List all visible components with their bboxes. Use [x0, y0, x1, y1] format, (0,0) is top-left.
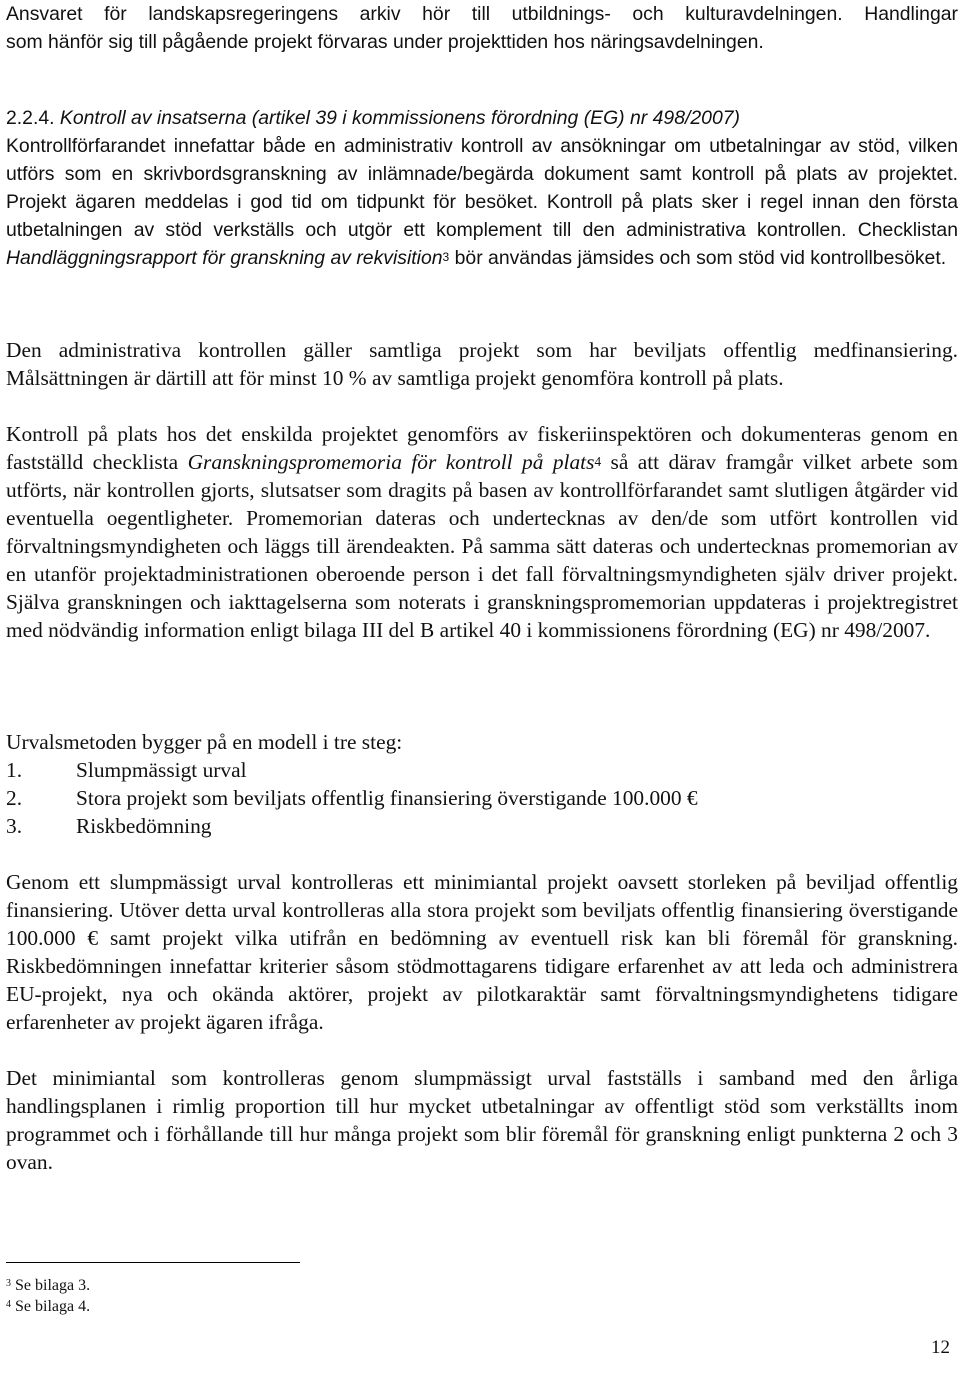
list-item [6, 784, 958, 812]
para1-text-a: Kontrollförfarandet innefattar både en administrativ kontroll av ansökningar om utbetalningar av stöd, vilken utförs som en skrivbordsgranskning av inlämnade/begärda dokument samt kontroll på plats av projektet. Projekt ägaren meddelas i god tid om tidpunkt för besöket. Kontroll på plats sker i regel innan den första utbetalningen av stöd verkställs och utgör ett komplement till den administrativa kontrollen. Checklistan [6, 135, 958, 241]
para1-italic: Handläggningsrapport för granskning av rekvisition [6, 247, 443, 269]
footnote-text: Se bilaga 4. [15, 1298, 91, 1315]
section-title: Kontroll av insatserna (artikel 39 i kommissionens förordning (EG) nr 498/2007) [59, 107, 740, 129]
footnote-ref-3: 3 [442, 250, 450, 264]
list-item-number: 1. [6, 758, 23, 782]
intro-line-2: som hänför sig till pågående projekt förvaras under projekttiden hos näringsavdelningen. [6, 31, 764, 53]
footnote-number: 3 [6, 1277, 11, 1289]
section-heading [6, 104, 958, 132]
list-item [6, 756, 958, 784]
intro-line-1: Ansvaret för landskapsregeringens arkiv hör till utbildnings- och kulturavdelningen. Handlingar [6, 3, 958, 25]
paragraph-5 [6, 1064, 958, 1176]
list-item-text: Riskbedömning [76, 814, 212, 838]
method-list [6, 728, 958, 840]
footnote-divider [6, 1262, 300, 1263]
list-item-text: Slumpmässigt urval [76, 758, 247, 782]
paragraph-2 [6, 336, 958, 392]
list-item [6, 812, 958, 840]
footnote [6, 1276, 90, 1296]
para3-text-b: så att därav framgår vilket arbete som utförts, när kontrollen gjorts, slutsatser som dragits på basen av kontrollförfarandet samt slutligen åtgärder vid eventuella oegentligheter. Promemorian dateras och undertecknas av den/de som utfört kontrollen vid förvaltningsmyndigheten och läggs till ärendeakten. På samma sätt dateras och undertecknas promemorian av en utanför projektadministrationen oberoende person i det fall förvaltningsmyndigheten själv driver projekt. Själva granskningen och iakttagelserna som noterats i granskningspromemorian uppdateras i projektregistret med nödvändig information enligt bilaga III del B artikel 40 i kommissionens förordning (EG) nr 498/2007. [6, 450, 958, 642]
footnote-number: 4 [6, 1298, 11, 1310]
list-item-text: Stora projekt som beviljats offentlig finansiering överstigande 100.000 € [76, 786, 698, 810]
paragraph-4 [6, 868, 958, 1036]
para3-text [6, 420, 958, 644]
para1-text-b: bör användas jämsides och som stöd vid kontrollbesöket. [449, 247, 947, 269]
list-intro: Urvalsmetoden bygger på en modell i tre steg: [6, 730, 403, 754]
para3-italic: Granskningspromemoria för kontroll på plats [187, 450, 595, 474]
paragraph-3 [6, 420, 958, 644]
footnote-ref-4: 4 [594, 453, 602, 469]
intro-paragraph [6, 0, 958, 56]
para4-text: Genom ett slumpmässigt urval kontrolleras ett minimiantal projekt oavsett storleken på beviljad offentlig finansiering. Utöver detta urval kontrolleras alla stora projekt som beviljats offentlig finansiering överstigande 100.000 € samt projekt vilka utifrån en bedömning av eventuell risk kan bli föremål för granskning. Riskbedömningen innefattar kriterier såsom stödmottagarens tidigare erfarenhet av att leda och administrera EU-projekt, nya och okända aktörer, projekt av pilotkaraktär samt förvaltningsmyndighetens tidigare erfarenheter av projekt ägaren ifråga. [6, 870, 958, 1034]
para5-text: Det minimiantal som kontrolleras genom slumpmässigt urval fastställs i samband med den årliga handlingsplanen i rimlig proportion till hur mycket utbetalningar av offentligt stöd som verkställts inom programmet och i förhållande till hur många projekt som blir föremål för granskning enligt punkterna 2 och 3 ovan. [6, 1066, 958, 1174]
section-number: 2.2.4. [6, 107, 55, 129]
para2-line-1: Den administrativa kontrollen gäller samtliga projekt som har beviljats offentlig medfinansiering. [6, 338, 958, 362]
para2-line-2: Målsättningen är därtill att för minst 10 % av samtliga projekt genomföra kontroll på plats. [6, 366, 784, 390]
para3-text-a: Kontroll på plats hos det enskilda projektet genomförs av fiskeriinspektören och dokumenteras genom en fastställd checklista [6, 422, 958, 474]
list-item-number: 2. [6, 786, 23, 810]
footnote [6, 1297, 90, 1317]
paragraph-1 [6, 132, 958, 272]
page-number: 12 [931, 1337, 950, 1358]
footnote-text: Se bilaga 3. [15, 1277, 91, 1294]
list-item-number: 3. [6, 814, 23, 838]
section-block [6, 104, 958, 272]
